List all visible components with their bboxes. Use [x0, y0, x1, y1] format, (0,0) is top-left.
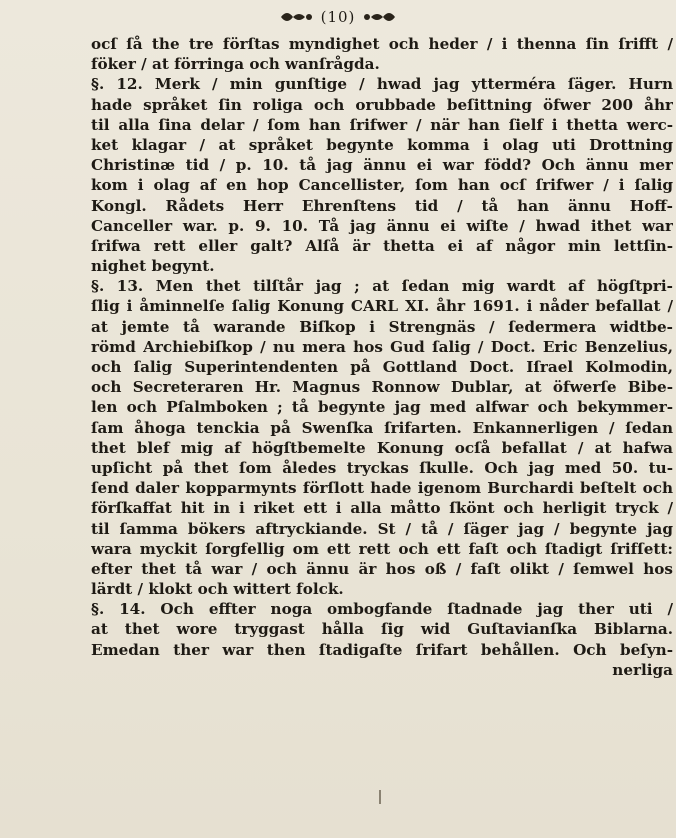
text-line: och Secreteraren Hr. Magnus Ronnow Dublar, at öfwerſe Bibe-: [91, 378, 673, 397]
text-line: efter thet tå war / och ännu är hos oß / faſt olikt / ſemwel hos: [91, 559, 673, 578]
text-line: upſicht på thet ſom åledes tryckas ſkulle. Och jag med 50. tu-: [91, 458, 673, 477]
page-header: [0, 4, 676, 30]
text-line: §. 12. Merk / min gunſtige / hwad jag ytterméra ſäger. Hurn: [91, 75, 673, 94]
text-line: römd Archiebiſkop / nu mera hos Gud ſalig / Doct. Eric Benzelius,: [91, 337, 673, 356]
text-line: kom i olag af en hop Cancellister, ſom han ocſ ſrifwer / i ſalig: [91, 176, 673, 195]
text-line: hade språket ſin roliga och orubbade beſittning öfwer 200 åhr: [91, 95, 673, 114]
right-ornament-icon: [363, 8, 397, 26]
catchword: nerliga: [612, 660, 673, 679]
left-ornament-icon: [279, 8, 313, 26]
page-number: (10): [320, 8, 356, 26]
text-line: föker / at förringa och wanſrågda.: [91, 55, 380, 74]
text-line: ſrifwa rett eller galt? Alſå är thetta ei af någor min lettſin-: [91, 236, 673, 255]
text-line: at thet wore tryggast hålla ſig wid Guſtavianſka Biblarna.: [91, 620, 673, 639]
text-line: len och Pſalmboken ; tå begynte jag med alfwar och bekymmer-: [91, 398, 673, 417]
text-line: förſkaffat hit in i riket ett i alla måtto ſkönt och herligit tryck /: [91, 499, 673, 518]
text-line: wara myckit ſorgfellig om ett rett och ett faſt och ſtadigt ſrifſett:: [91, 539, 673, 558]
text-line: Canceller war. p. 9. 10. Tå jag ännu ei wiſte / hwad ithet war: [91, 216, 673, 235]
text-line: til alla ſina delar / ſom han ſrifwer / när han ſielf i thetta werc-: [91, 115, 673, 134]
text-line: nighet begynt.: [91, 257, 215, 276]
text-line: ſend daler kopparmynts förſlott hade igenom Burchardi beſtelt och: [91, 479, 673, 498]
text-line: ſam åhoga tenckia på Swenſka ſrifarten. Enkannerligen / ſedan: [91, 418, 673, 437]
text-line: ſlig i åminnelſe ſalig Konung CARL XI. åhr 1691. i nåder befallat /: [91, 297, 673, 316]
text-line: thet blef mig af högſtbemelte Konung ocſå befallat / at hafwa: [91, 438, 673, 457]
text-line: ket klagar / at språket begynte komma i olag uti Drottning: [91, 135, 673, 154]
text-line: §. 13. Men thet tilſtår jag ; at ſedan mig wardt af högſtpri-: [91, 277, 673, 296]
text-line: och ſalig Superintendenten på Gottland Doct. Iſrael Kolmodin,: [91, 358, 673, 376]
text-line: Kongl. Rådets Herr Ehrenſtens tid / tå han ännu Hoff-: [91, 196, 673, 215]
text-line: §. 14. Och effter noga ombogfande ſtadnade jag ther uti /: [91, 600, 673, 619]
text-line: ocſ ſå the tre förſtas myndighet och heder / i thenna ſin ſrifft /: [91, 35, 673, 53]
printer-mark: [379, 790, 381, 804]
body-text: [91, 34, 673, 680]
text-line: Emedan ther war then ſtadigaſte ſrifart behållen. Och beſyn-: [91, 640, 673, 659]
text-line: lärdt / klokt och wittert folck.: [91, 580, 344, 599]
text-line: at jemte tå warande Biſkop i Strengnäs / ſedermera widtbe-: [91, 317, 673, 336]
text-line: Christinæ tid / p. 10. tå jag ännu ei war född? Och ännu mer: [91, 156, 673, 175]
text-line: til ſamma bökers aftryckiande. St / tå / ſäger jag / begynte jag: [91, 519, 673, 538]
